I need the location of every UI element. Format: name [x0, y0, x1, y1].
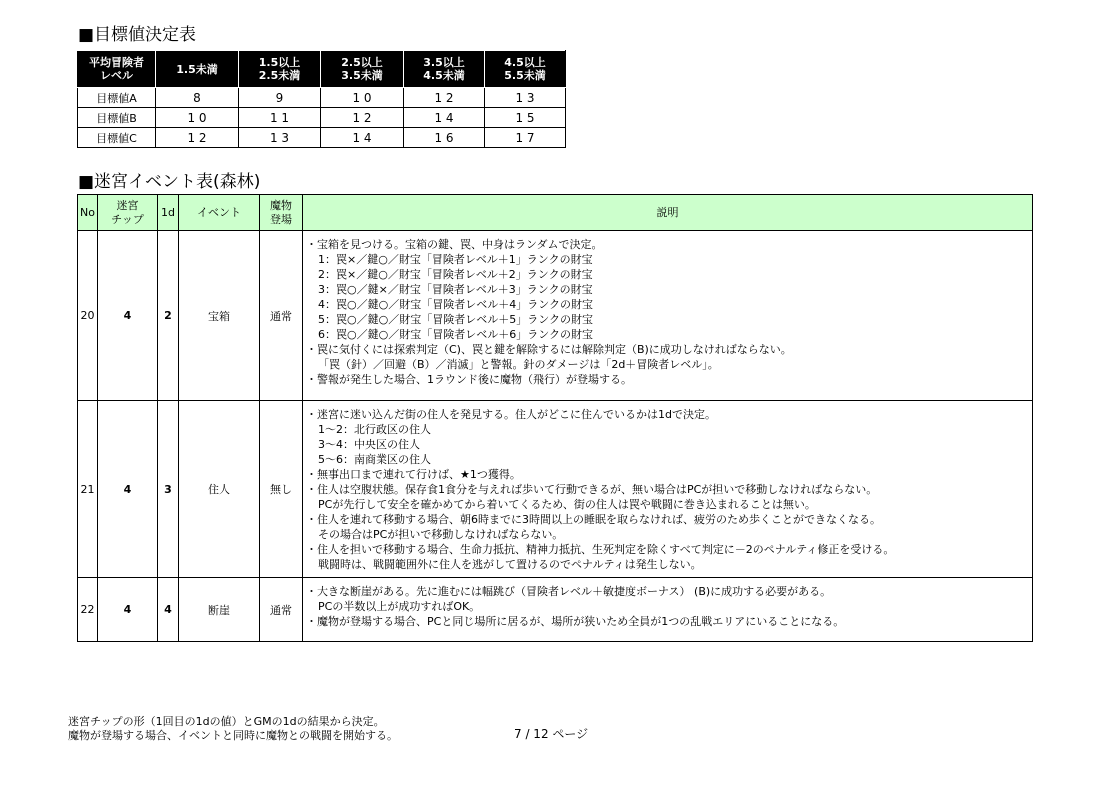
- target-row-label: 目標値C: [78, 128, 156, 148]
- target-value: 9: [239, 88, 321, 108]
- description-line: 1：罠×／鍵○／財宝「冒険者レベル＋1」ランクの財宝: [318, 253, 593, 266]
- event-row: [78, 401, 1033, 578]
- description-line: 「罠（針）／回避（B）／消滅」と警報。針のダメージは「2d＋冒険者レベル」。: [318, 358, 719, 371]
- target-value: 1 4: [321, 128, 404, 148]
- labyrinth-event-table: [77, 194, 1033, 642]
- description-line: 戦闘時は、戦闘範囲外に住人を逃がして置けるのでペナルティは発生しない。: [318, 558, 702, 571]
- header-monster: 魔物 登場: [260, 195, 303, 231]
- target-value: 1 5: [485, 108, 566, 128]
- description-line: 3：罠○／鍵×／財宝「冒険者レベル＋3」ランクの財宝: [318, 283, 593, 296]
- target-value-table: [77, 50, 566, 148]
- event-chip: 4: [98, 578, 158, 642]
- description-line: 5～6：南商業区の住人: [318, 453, 431, 466]
- description-line: ・ 魔物が登場する場合、PCと同じ場所に居るが、場所が狭いため全員が1つの乱戦エリアにいることになる。: [306, 614, 1030, 629]
- target-value: 1 0: [156, 108, 239, 128]
- target-value: 1 1: [239, 108, 321, 128]
- target-value: 8: [156, 88, 239, 108]
- event-no: 21: [78, 401, 98, 578]
- event-chip: 4: [98, 401, 158, 578]
- description-line: ・ 罠に気付くには探索判定（C)、罠と鍵を解除するには解除判定（B)に成功しなければならない。: [306, 342, 1030, 357]
- footer-note-line: 魔物が登場する場合、イベントと同時に魔物との戦闘を開始する。: [68, 729, 398, 742]
- event-d: 2: [158, 231, 179, 401]
- event-name: 住人: [179, 401, 260, 578]
- event-description: [303, 578, 1033, 642]
- target-value: 1 2: [404, 88, 485, 108]
- description-line: 6：罠○／鍵○／財宝「冒険者レベル＋6」ランクの財宝: [318, 328, 593, 341]
- target-value: 1 6: [404, 128, 485, 148]
- description-line: 3～4：中央区の住人: [318, 438, 420, 451]
- target-value: 1 3: [239, 128, 321, 148]
- event-description: [303, 231, 1033, 401]
- event-name: 宝箱: [179, 231, 260, 401]
- target-table-header-row: [78, 51, 566, 88]
- page-number: 7 / 12 ページ: [514, 727, 589, 741]
- target-table-title: ■目標値決定表: [78, 25, 197, 45]
- description-line: 2：罠×／鍵○／財宝「冒険者レベル＋2」ランクの財宝: [318, 268, 593, 281]
- event-chip: 4: [98, 231, 158, 401]
- target-value: 1 2: [156, 128, 239, 148]
- event-row: [78, 231, 1033, 401]
- description-line: ・ 迷宮に迷い込んだ街の住人を発見する。住人がどこに住んでいるかは1dで決定。: [306, 407, 1030, 422]
- event-row: [78, 578, 1033, 642]
- description-line: 1～2：北行政区の住人: [318, 423, 431, 436]
- event-d: 3: [158, 401, 179, 578]
- event-table-title: ■迷宮イベント表(森林): [78, 172, 261, 192]
- target-row-label: 目標値A: [78, 88, 156, 108]
- header-range: 4.5以上 5.5未満: [485, 51, 566, 88]
- event-monster: 通常: [260, 231, 303, 401]
- description-line: その場合はPCが担いで移動しなければならない。: [318, 528, 564, 541]
- description-line: ・ 宝箱を見つける。宝箱の鍵、罠、中身はランダムで決定。: [306, 237, 1030, 252]
- target-row: [78, 88, 566, 108]
- header-range: 1.5以上 2.5未満: [239, 51, 321, 88]
- header-range: 2.5以上 3.5未満: [321, 51, 404, 88]
- description-line: ・ 無事出口まで連れて行けば、★1つ獲得。: [306, 467, 1030, 482]
- description-line: PCの半数以上が成功すればOK。: [318, 600, 481, 613]
- footer-note-line: 迷宮チップの形（1回目の1dの値）とGMの1dの結果から決定。: [68, 715, 385, 728]
- target-value: 1 3: [485, 88, 566, 108]
- description-line: 5：罠○／鍵○／財宝「冒険者レベル＋5」ランクの財宝: [318, 313, 593, 326]
- description-line: ・ 大きな断崖がある。先に進むには幅跳び（冒険者レベル＋敏捷度ボーナス） (B)に成功する必要がある。: [306, 584, 1030, 599]
- description-line: ・ 住人を担いで移動する場合、生命力抵抗、精神力抵抗、生死判定を除くすべて判定に－2のペナルティ修正を受ける。: [306, 542, 1030, 557]
- event-monster: 通常: [260, 578, 303, 642]
- event-table-header-row: [78, 195, 1033, 231]
- target-value: 1 0: [321, 88, 404, 108]
- header-chip: 迷宮 チップ: [98, 195, 158, 231]
- event-d: 4: [158, 578, 179, 642]
- target-row: [78, 128, 566, 148]
- target-value: 1 4: [404, 108, 485, 128]
- header-event: イベント: [179, 195, 260, 231]
- event-description: [303, 401, 1033, 578]
- description-line: ・ 住人は空腹状態。保存食1食分を与えれば歩いて行動できるが、無い場合はPCが担いで移動しなければならない。: [306, 482, 1030, 497]
- header-no: No: [78, 195, 98, 231]
- description-line: PCが先行して安全を確かめてから着いてくるため、街の住人は罠や戦闘に巻き込まれることは無い。: [318, 498, 816, 511]
- event-monster: 無し: [260, 401, 303, 578]
- header-range: 3.5以上 4.5未満: [404, 51, 485, 88]
- target-value: 1 7: [485, 128, 566, 148]
- description-line: ・ 住人を連れて移動する場合、朝6時までに3時間以上の睡眠を取らなければ、疲労のため歩くことができなくなる。: [306, 512, 1030, 527]
- header-d: 1d: [158, 195, 179, 231]
- description-line: 4：罠○／鍵○／財宝「冒険者レベル＋4」ランクの財宝: [318, 298, 593, 311]
- event-no: 22: [78, 578, 98, 642]
- target-row: [78, 108, 566, 128]
- description-line: ・ 警報が発生した場合、1ラウンド後に魔物（飛行）が登場する。: [306, 372, 1030, 387]
- footer-note: [68, 715, 398, 743]
- header-avg-level: 平均冒険者 レベル: [78, 51, 156, 88]
- header-description: 説明: [303, 195, 1033, 231]
- event-name: 断崖: [179, 578, 260, 642]
- event-no: 20: [78, 231, 98, 401]
- header-range: 1.5未満: [156, 51, 239, 88]
- target-row-label: 目標値B: [78, 108, 156, 128]
- target-value: 1 2: [321, 108, 404, 128]
